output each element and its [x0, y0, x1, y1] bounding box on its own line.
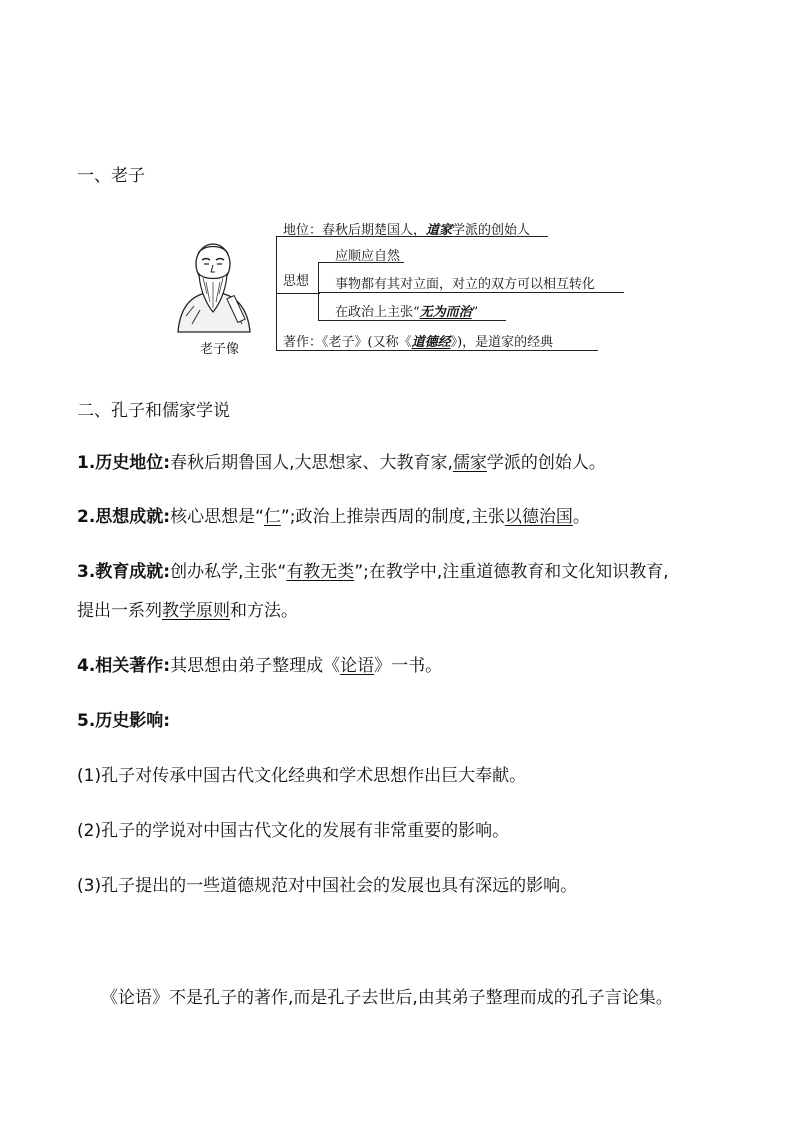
point-1: 1.历史地位:春秋后期鲁国人,大思想家、大教育家,儒家学派的创始人。 — [77, 453, 606, 473]
section-title-confucius: 二、孔子和儒家学说 — [77, 401, 230, 421]
section-title-laozi: 一、老子 — [77, 166, 145, 186]
thought-label: 思想 — [283, 274, 310, 289]
note: 《论语》不是孔子的著作,而是孔子去世后,由其弟子整理而成的孔子言论集。 — [101, 988, 673, 1008]
laozi-portrait — [172, 236, 254, 336]
thought-vertical-line — [318, 262, 319, 320]
impact-2: (2)孔子的学说对中国古代文化的发展有非常重要的影响。 — [77, 821, 510, 841]
works-key: 道德经 — [411, 335, 451, 350]
bracket-line-thought — [276, 293, 320, 294]
laozi-portrait-icon — [172, 236, 254, 336]
thought-line-2 — [318, 292, 624, 293]
point-3: 3.教育成就:创办私学,主张“有教无类”;在教学中,注重道德教育和文化知识教育, — [77, 562, 669, 582]
portrait-caption: 老子像 — [200, 342, 240, 357]
point-5: 5.历史影响: — [77, 711, 171, 731]
point-3-line-2: 提出一系列教学原则和方法。 — [77, 601, 298, 621]
laozi-works: 著作：《老子》(又称《道德经》)，是道家的经典 — [283, 335, 554, 350]
thought-item-1: 应顺应自然 — [335, 249, 401, 264]
impact-3: (3)孔子提出的一些道德规范对中国社会的发展也具有深远的影响。 — [77, 876, 578, 896]
impact-1: (1)孔子对传承中国古代文化经典和学术思想作出巨大奉献。 — [77, 766, 527, 786]
thought-item-2: 事物都有其对立面，对立的双方可以相互转化 — [335, 277, 596, 292]
thought-line-3 — [318, 320, 506, 321]
bracket-line-works — [276, 350, 598, 351]
wuwei-key: 无为而治 — [419, 305, 472, 320]
position-key: 道家 — [426, 223, 453, 238]
point-2: 2.思想成就:核心思想是“仁”;政治上推崇西周的制度,主张以德治国。 — [77, 507, 590, 527]
laozi-position: 地位：春秋后期楚国人，道家学派的创始人 — [283, 223, 531, 238]
thought-item-3: 在政治上主张“无为而治” — [335, 305, 479, 320]
point-4: 4.相关著作:其思想由弟子整理成《论语》一书。 — [77, 656, 443, 676]
